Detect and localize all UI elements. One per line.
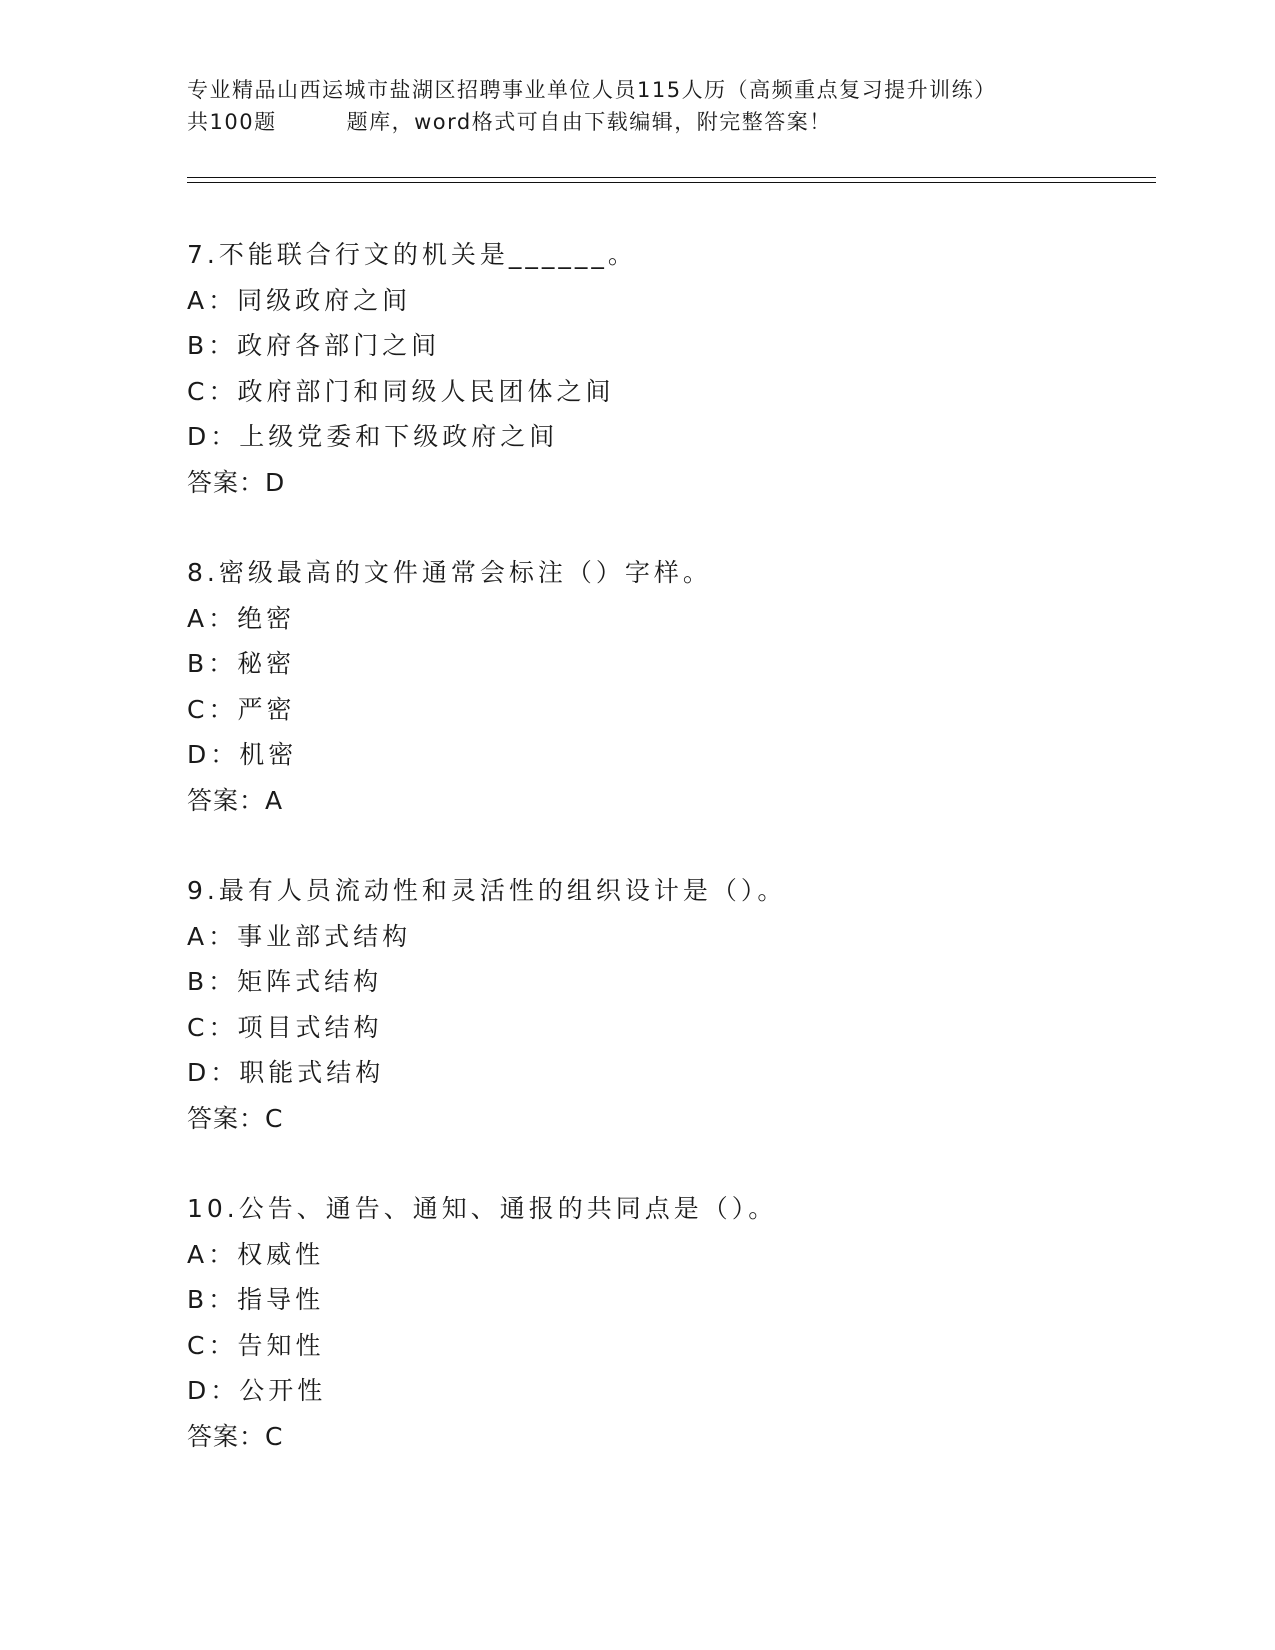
- header-divider-bottom: [187, 182, 1156, 183]
- question-stem: 7.不能联合行文的机关是______。: [187, 240, 637, 269]
- question-answer: 答案：D: [187, 467, 286, 497]
- option-b: B：秘密: [187, 649, 296, 678]
- question-item: [187, 550, 1147, 823]
- header-description: 题库，word格式可自由下载编辑，附完整答案！: [346, 110, 832, 134]
- option-c: C：项目式结构: [187, 1012, 383, 1042]
- question-item: [187, 868, 1147, 1141]
- option-c: C：政府部门和同级人民团体之间: [187, 376, 615, 406]
- option-a: A：事业部式结构: [187, 921, 412, 951]
- option-c: C：严密: [187, 694, 296, 724]
- question-stem: 9.最有人员流动性和灵活性的组织设计是（）。: [187, 876, 787, 905]
- question-answer: 答案：C: [187, 1421, 284, 1451]
- question-stem: 8.密级最高的文件通常会标注（）字样。: [187, 558, 712, 587]
- option-d: D：上级党委和下级政府之间: [187, 422, 559, 451]
- question-list: [187, 232, 1147, 1504]
- question-item: [187, 1186, 1147, 1459]
- header-divider-top: [187, 177, 1156, 178]
- option-a: A：绝密: [187, 603, 296, 633]
- question-answer: 答案：C: [187, 1103, 284, 1133]
- option-b: B：指导性: [187, 1285, 325, 1314]
- option-a: A：同级政府之间: [187, 285, 412, 315]
- option-b: B：政府各部门之间: [187, 331, 441, 360]
- option-a: A：权威性: [187, 1239, 325, 1269]
- option-d: D：职能式结构: [187, 1058, 385, 1087]
- header-question-count: 共100题: [187, 110, 277, 134]
- question-answer: 答案：A: [187, 785, 284, 815]
- option-b: B：矩阵式结构: [187, 967, 383, 996]
- question-stem: 10.公告、通告、通知、通报的共同点是（）。: [187, 1194, 778, 1223]
- option-d: D：公开性: [187, 1376, 327, 1405]
- question-item: [187, 232, 1147, 505]
- option-d: D：机密: [187, 740, 298, 769]
- header-title: 专业精品山西运城市盐湖区招聘事业单位人员115人历（高频重点复习提升训练）: [187, 78, 997, 102]
- header-subtitle: [187, 106, 1087, 138]
- option-c: C：告知性: [187, 1330, 325, 1360]
- document-header: [187, 74, 1087, 138]
